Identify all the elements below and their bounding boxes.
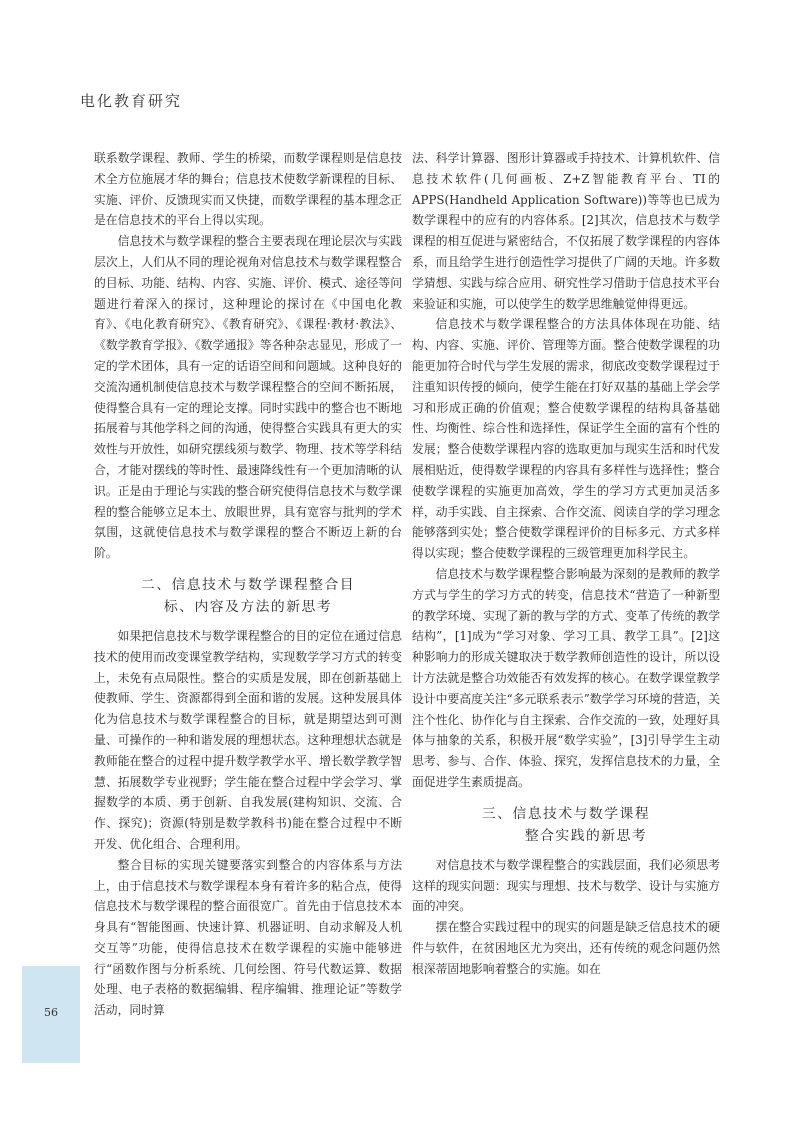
heading-line: 标、内容及方法的新思考 [163,598,333,615]
paragraph: 信息技术与数学课程整合的方法具体体现在功能、结构、内容、实施、评价、管理等方面。整合使数学课程的功能更加符合时代与学生发展的需求，彻底改变数学课程过于注重知识传授的倾向，使学生能在打好双基的基础上学会学习和形成正确的价值观；整合使数学课程的结构具备基础性、均衡性、综合性和选择性，保证学生全面的富有个性的发展；整合使数学课程内容的选取更加与现实生活和时代发展相贴近，使得数学课程的内容具有多样性与选择性；整合使数学课程的实施更加高效，学生的学习方式更加灵活多样，动手实践、自主探索、合作交流、阅读自学的学习理念能够落到实处；整合使数学课程评价的目标多元、方式多样得以实现；整合使数学课程的三级管理更加科学民主。 [412,317,720,561]
paragraph: 整合目标的实现关键要落实到整合的内容体系与方法上，由于信息技术与数学课程本身有着许多的粘合点，使得信息技术与数学课程的整合面很宽广。首先由于信息技术本身具有“智能图画、快速计算、机器证明、自动求解及人机交互等”功能，使得信息技术在数学课程的实施中能够进行“函数作图与分析系统、几何绘图、符号代数运算、数据处理、电子表格的数据编辑、程序编辑、推理论证”等数学活动，同时算 [94,857,402,1018]
paragraph: 联系数学课程、教师、学生的桥梁，而数学课程则是信息技术全方位施展才华的舞台；信息技术使数学新课程的目标、实施、评价、反馈现实而又快捷，而数学课程的基本理念正是在信息技术的平台上得以实现。 [94,151,402,228]
page-number: 56 [44,1006,58,1019]
paragraph: 信息技术与数学课程整合影响最为深刻的是教师的教学方式与学生的学习方式的转变，信息技术“营造了一种新型的教学环境、实现了新的教与学的方式、变革了传统的教学结构”，[1]成为“学习对象、学习工具、教学工具”。[2]这种影响力的形成关键取决于数学教师创造性的设计，所以设计方法就是整合功效能否有效发挥的核心。在数学课堂教学设计中要高度关注“多元联系表示”数学学习环境的营造，关注个性化、协作化与自主探索、合作交流的一致，处理好具体与抽象的关系，积极开展“数学实验”，[3]引导学生主动思考、参与、合作、体验、探究，发挥信息技术的力量，全面促进学生素质提高。 [412,566,720,789]
journal-title: 电化教育研究 [80,92,183,110]
section-heading-2 [94,574,402,618]
paragraph: 法、科学计算器、图形计算器或手持技术、计算机软件、信息技术软件(几何画板、Z+Z智能教育平台、TI的APPS(Handheld Application Software))等等也已成为数学课程中的应有的内容体系。[2]其次，信息技术与数学课程的相互促进与紧密结合，不仅拓展了数学课程的内容体系，而且给学生进行创造性学习提供了广阔的天地。许多数学猜想、实践与综合应用、研究性学习借助于信息技术平台来验证和实施，可以使学生的数学思维触觉伸得更远。 [412,151,720,311]
heading-line: 二、信息技术与数学课程整合目 [140,576,356,593]
right-column [412,148,720,979]
paragraph: 如果把信息技术与数学课程整合的目的定位在通过信息技术的使用而改变课堂教学结构，实现数学学习方式的转变上，未免有点局限性。整合的实质是发展，即在创新基础上使教师、学生、资源都得到全面和谐的发展。这种发展具体化为信息技术与数学课程整合的目标，就是期望达到可测量、可操作的一种和谐发展的理想状态。这种理想状态就是教师能在整合的过程中提升数学教学水平、增长数学教学智慧、拓展数学专业视野；学生能在整合过程中学会学习、掌握数学的本质、勇于创新、自我发展(建构知识、交流、合作、探究)；资源(特别是数学教科书)能在整合过程中不断开发、优化组合、合理利用。 [94,628,402,851]
left-column [94,148,402,1021]
section-heading-3 [412,803,720,847]
paragraph: 摆在整合实践过程中的现实的问题是缺乏信息技术的硬件与软件，在贫困地区尤为突出，还有传统的观念问题仍然根深蒂固地影响着整合的实施。如在 [412,920,720,976]
paragraph: 信息技术与数学课程的整合主要表现在理论层次与实践层次上，人们从不同的理论视角对信息技术与数学课程整合的目标、功能、结构、内容、实施、评价、模式、途径等问题进行着深入的探讨，这种理论的探讨在《中国电化教育》、《电化教育研究》、《教育研究》、《课程·教材·教法》、《数学教育学报》、《数学通报》等各种杂志显见，形成了一定的学术团体，具有一定的话语空间和问题域。这种良好的交流沟通机制使信息技术与数学课程整合的空间不断拓展，使得整合具有一定的理论支撑。同时实践中的整合也不断地拓展着与其他学科之间的沟通，使得整合实践具有更大的实效性与开放性，如研究摆线须与数学、物理、技术等学科结合，才能对摆线的等时性、最速降线性有一个更加清晰的认识。正是由于理论与实践的整合研究使得信息技术与数学课程的整合能够立足本土、放眼世界，具有宽容与批判的学术氛围，这就使信息技术与数学课程的整合不断迈上新的台阶。 [94,234,402,561]
paragraph: 对信息技术与数学课程整合的实践层面，我们必须思考这样的现实问题：现实与理想、技术与数学、设计与实施方面的冲突。 [412,857,720,914]
heading-line: 三、信息技术与数学课程 [481,805,651,822]
page-number-tab [22,966,80,1063]
heading-line: 整合实践的新思考 [524,827,648,844]
